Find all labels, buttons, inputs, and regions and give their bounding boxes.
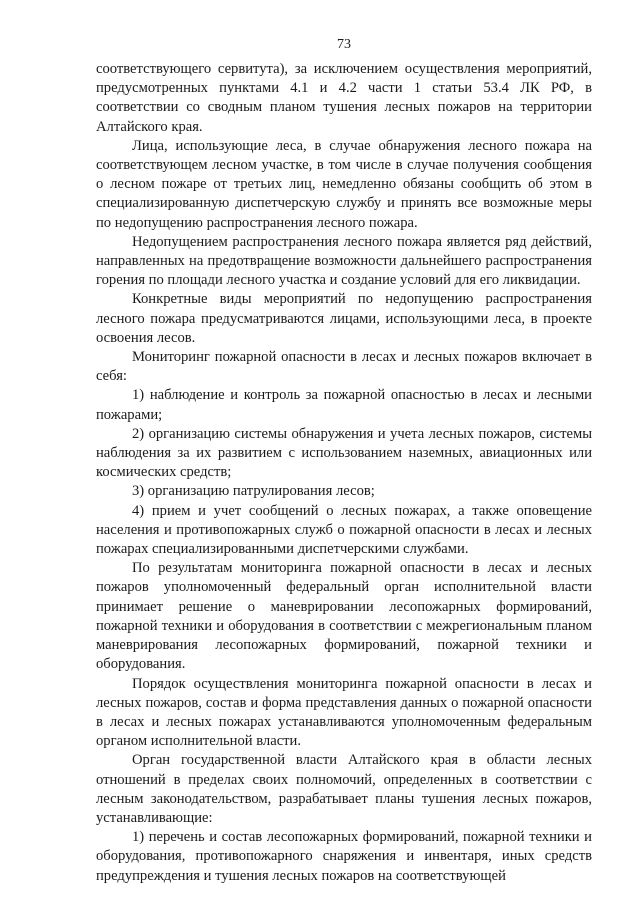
paragraph: 1) перечень и состав лесопожарных формирований, пожарной техники и оборудования, противопожарного снаряжения и инвентаря, иных средств предупреждения и тушения лесных пожаров на соответствующей bbox=[96, 829, 592, 884]
page-number: 73 bbox=[337, 37, 351, 52]
paragraph: 4) прием и учет сообщений о лесных пожарах, а также оповещение населения и противопожарных служб о пожарной опасности в лесах и лесных пожарах специализированными диспетчерскими службами. bbox=[96, 502, 592, 558]
paragraph: соответствующего сервитута), за исключением осуществления мероприятий, предусмотренных пунктами 4.1 и 4.2 части 1 статьи 53.4 ЛК РФ, в соответствии со сводным планом тушения лесных пожаров на территории Алтайского края. bbox=[96, 61, 592, 135]
paragraph: Конкретные виды мероприятий по недопущению распространения лесного пожара предусматриваются лицами, использующими леса, в проекте освоения лесов. bbox=[96, 291, 592, 346]
paragraph: Недопущением распространения лесного пожара является ряд действий, направленных на предотвращение возможности дальнейшего распространения горения по площади лесного участка и создание условий для его ликвидации. bbox=[96, 233, 592, 289]
paragraph: По результатам мониторинга пожарной опасности в лесах и лесных пожаров уполномоченный федеральный орган исполнительной власти принимает решение о маневрировании лесопожарных формирований, пожарной техники и оборудования в соответствии с межрегиональным планом маневрирования лесопожарных формирований, пожарной техники и оборудования. bbox=[96, 560, 592, 673]
paragraph: Порядок осуществления мониторинга пожарной опасности в лесах и лесных пожаров, состав и форма представления данных о пожарной опасности в лесах и лесных пожарах устанавливаются уполномоченным федеральным органом исполнительной власти. bbox=[96, 675, 592, 750]
paragraph: 3) организацию патрулирования лесов; bbox=[132, 483, 375, 500]
document-page bbox=[96, 36, 592, 886]
paragraph: 1) наблюдение и контроль за пожарной опасностью в лесах и лесными пожарами; bbox=[96, 387, 592, 423]
paragraph: 2) организацию системы обнаружения и учета лесных пожаров, системы наблюдения за их развитием с использованием наземных, авиационных или космических средств; bbox=[96, 425, 592, 481]
document-body bbox=[96, 60, 592, 886]
paragraph: Орган государственной власти Алтайского края в области лесных отношений в пределах своих полномочий, определенных в соответствии с лесным законодательством, разрабатывает планы тушения лесных пожаров, устанавливающие: bbox=[96, 752, 592, 826]
paragraph: Лица, использующие леса, в случае обнаружения лесного пожара на соответствующем лесном участке, в том числе в случае получения сообщения о лесном пожаре от третьих лиц, немедленно обязаны сообщить об этом в специализированную диспетчерскую службу и принять все возможные меры по недопущению распространения лесного пожара. bbox=[96, 137, 592, 231]
paragraph: Мониторинг пожарной опасности в лесах и лесных пожаров включает в себя: bbox=[96, 349, 592, 385]
